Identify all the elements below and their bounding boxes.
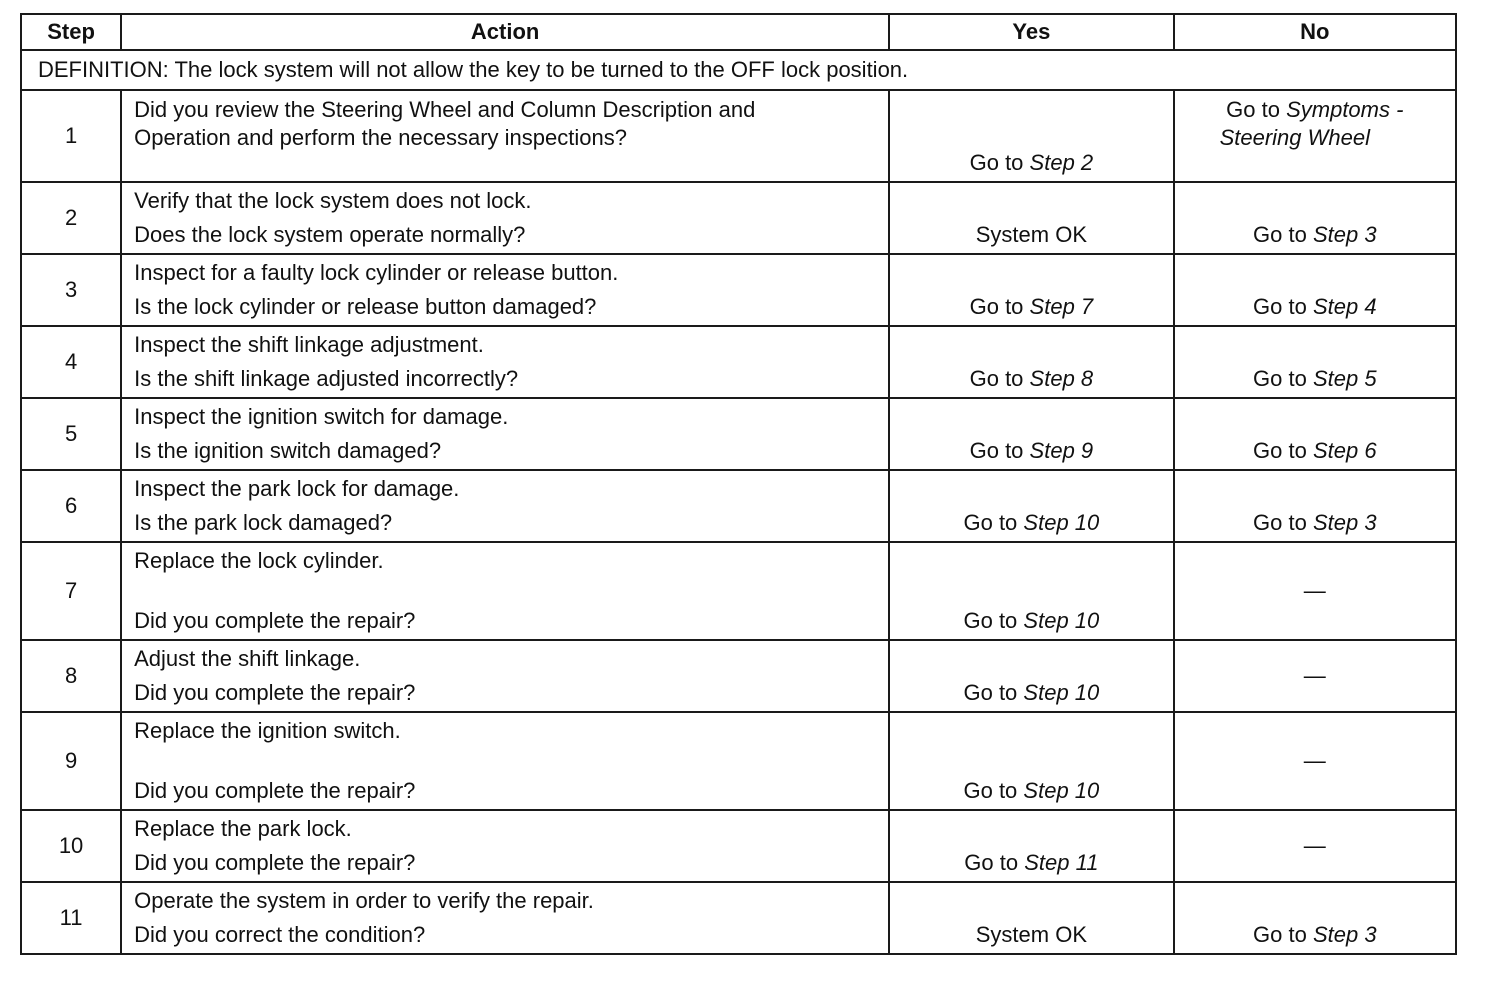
no-text: Go to	[1253, 438, 1307, 463]
table-row	[21, 470, 1456, 542]
step-number: 2	[21, 182, 121, 254]
yes-text: System OK	[975, 222, 1087, 247]
step-number: 3	[21, 254, 121, 326]
step-number: 8	[21, 640, 121, 712]
no-cell	[1174, 254, 1456, 326]
no-cell	[1174, 470, 1456, 542]
no-cell	[1174, 542, 1456, 640]
yes-text: Go to	[969, 366, 1024, 391]
step-number: 1	[21, 90, 121, 182]
action-line: Replace the park lock.	[134, 816, 352, 841]
no-step-ref: Step 3	[1312, 510, 1377, 535]
header-no: No	[1174, 14, 1456, 50]
no-text: Go to	[1253, 366, 1307, 391]
no-cell	[1174, 398, 1456, 470]
yes-step-ref: Step 10	[1023, 510, 1100, 535]
yes-text: Go to	[963, 778, 1018, 803]
header-action: Action	[121, 14, 889, 50]
action-line: Inspect the shift linkage adjustment.	[134, 332, 484, 357]
step-number: 10	[21, 810, 121, 882]
yes-step-ref: Step 11	[1024, 850, 1099, 875]
action-line: Adjust the shift linkage.	[134, 646, 361, 671]
action-cell	[121, 90, 889, 182]
yes-step-ref: Step 2	[1029, 150, 1094, 175]
action-line: Is the ignition switch damaged?	[134, 438, 442, 463]
yes-text: Go to	[964, 850, 1019, 875]
action-line: Operate the system in order to verify the repair.	[134, 888, 594, 913]
action-line: Is the shift linkage adjusted incorrectly?	[134, 366, 519, 391]
action-line: Did you complete the repair?	[134, 608, 416, 633]
yes-cell	[889, 712, 1173, 810]
action-line: Verify that the lock system does not lock.	[134, 188, 532, 213]
step-number: 9	[21, 712, 121, 810]
action-cell	[121, 712, 889, 810]
no-step-ref: Step 6	[1312, 438, 1377, 463]
action-cell	[121, 326, 889, 398]
action-line: Inspect for a faulty lock cylinder or release button.	[134, 260, 619, 285]
yes-cell	[889, 398, 1173, 470]
action-line: Is the lock cylinder or release button damaged?	[134, 294, 597, 319]
no-text: Go to	[1253, 510, 1307, 535]
yes-step-ref: Step 10	[1023, 778, 1100, 803]
action-cell	[121, 542, 889, 640]
action-line: Did you complete the repair?	[134, 850, 416, 875]
yes-cell	[889, 882, 1173, 954]
no-ref-line2: Steering Wheel	[1219, 125, 1370, 150]
yes-cell	[889, 542, 1173, 640]
no-text: Go to	[1253, 294, 1307, 319]
no-dash: —	[1303, 833, 1326, 858]
action-cell	[121, 182, 889, 254]
yes-text: Go to	[963, 510, 1018, 535]
yes-text: Go to	[969, 150, 1024, 175]
yes-step-ref: Step 7	[1029, 294, 1094, 319]
action-line: Is the park lock damaged?	[134, 510, 393, 535]
no-cell	[1174, 810, 1456, 882]
yes-step-ref: Step 10	[1023, 608, 1100, 633]
step-number: 6	[21, 470, 121, 542]
action-cell	[121, 254, 889, 326]
yes-cell	[889, 254, 1173, 326]
action-line: Does the lock system operate normally?	[134, 222, 526, 247]
no-text: Go to	[1226, 97, 1280, 122]
table-row	[21, 254, 1456, 326]
action-cell	[121, 640, 889, 712]
no-ref-line1: Symptoms -	[1286, 97, 1404, 122]
step-number: 11	[21, 882, 121, 954]
table-row	[21, 90, 1456, 182]
yes-text: System OK	[975, 922, 1087, 947]
no-dash: —	[1303, 578, 1326, 603]
yes-cell	[889, 90, 1173, 182]
yes-cell	[889, 640, 1173, 712]
no-text: Go to	[1253, 922, 1307, 947]
no-dash: —	[1303, 748, 1326, 773]
yes-step-ref: Step 9	[1029, 438, 1094, 463]
definition-text: DEFINITION: The lock system will not allow the key to be turned to the OFF lock position.	[21, 50, 1456, 90]
header-row	[21, 14, 1456, 50]
table-row	[21, 326, 1456, 398]
diagnostic-table	[20, 13, 1457, 955]
table-row	[21, 882, 1456, 954]
yes-step-ref: Step 10	[1023, 680, 1100, 705]
action-line: Operation and perform the necessary inspections?	[134, 125, 627, 150]
action-line: Did you complete the repair?	[134, 680, 416, 705]
step-number: 4	[21, 326, 121, 398]
yes-cell	[889, 326, 1173, 398]
action-line: Replace the ignition switch.	[134, 718, 401, 743]
no-cell	[1174, 882, 1456, 954]
no-dash: —	[1303, 663, 1326, 688]
yes-step-ref: Step 8	[1029, 366, 1094, 391]
action-line: Replace the lock cylinder.	[134, 548, 384, 573]
no-cell	[1174, 90, 1456, 182]
action-line: Did you correct the condition?	[134, 922, 426, 947]
action-cell	[121, 882, 889, 954]
yes-cell	[889, 470, 1173, 542]
table-row	[21, 182, 1456, 254]
yes-text: Go to	[963, 680, 1018, 705]
yes-text: Go to	[963, 608, 1018, 633]
yes-cell	[889, 810, 1173, 882]
no-text: Go to	[1253, 222, 1307, 247]
table-row	[21, 712, 1456, 810]
yes-cell	[889, 182, 1173, 254]
no-cell	[1174, 182, 1456, 254]
no-step-ref: Step 3	[1312, 922, 1377, 947]
yes-text: Go to	[969, 438, 1024, 463]
no-cell	[1174, 712, 1456, 810]
no-step-ref: Step 3	[1312, 222, 1377, 247]
action-line: Inspect the ignition switch for damage.	[134, 404, 509, 429]
action-cell	[121, 470, 889, 542]
action-line: Did you complete the repair?	[134, 778, 416, 803]
table-row	[21, 640, 1456, 712]
step-number: 5	[21, 398, 121, 470]
action-cell	[121, 398, 889, 470]
definition-row	[21, 50, 1456, 90]
header-step: Step	[21, 14, 121, 50]
table-row	[21, 398, 1456, 470]
no-step-ref: Step 4	[1312, 294, 1377, 319]
table-row	[21, 810, 1456, 882]
no-cell	[1174, 326, 1456, 398]
action-line: Did you review the Steering Wheel and Column Description and	[134, 97, 756, 122]
header-yes: Yes	[889, 14, 1173, 50]
yes-text: Go to	[969, 294, 1024, 319]
step-number: 7	[21, 542, 121, 640]
no-cell	[1174, 640, 1456, 712]
action-cell	[121, 810, 889, 882]
action-line: Inspect the park lock for damage.	[134, 476, 460, 501]
no-step-ref: Step 5	[1312, 366, 1377, 391]
table-row	[21, 542, 1456, 640]
